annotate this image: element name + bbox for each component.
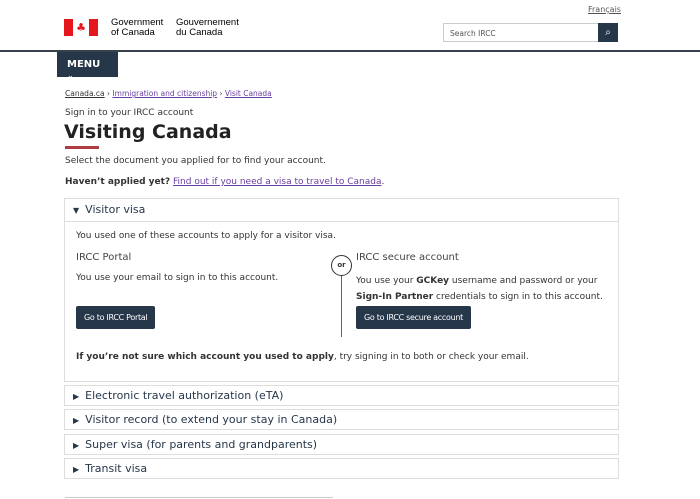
go-to-ircc-portal-button[interactable]: Go to IRCC Portal xyxy=(76,306,155,329)
search-icon: ⌕ xyxy=(605,27,611,38)
secure-account-heading: IRCC secure account xyxy=(356,252,459,263)
accordion-visitor-record[interactable]: ▶ Visitor record (to extend your stay in Canada) xyxy=(64,409,619,430)
menu-button[interactable] xyxy=(57,52,118,80)
page-title: Visiting Canada xyxy=(64,121,232,143)
accordion-header-visitor-visa[interactable]: ▼ Visitor visa xyxy=(65,199,618,222)
search-input[interactable]: Search IRCC xyxy=(443,23,599,42)
canada-flag-icon: ♣ xyxy=(64,19,98,36)
triangle-right-icon: ▶ xyxy=(73,416,80,425)
triangle-down-icon: ▼ xyxy=(73,206,80,215)
secure-account-description: You use your GCKey username and password or your Sign-In Partner credentials to sign in to this account. xyxy=(356,276,603,302)
breadcrumb: Canada.ca › Immigration and citizenship › Visit Canada xyxy=(65,89,272,98)
accordion-super-visa[interactable]: ▶ Super visa (for parents and grandparents) xyxy=(64,434,619,455)
breadcrumb-immigration[interactable]: Immigration and citizenship xyxy=(112,89,218,98)
breadcrumb-visit[interactable]: Visit Canada xyxy=(224,89,272,98)
triangle-right-icon: ▶ xyxy=(73,465,80,474)
triangle-right-icon: ▶ xyxy=(73,441,80,450)
visa-check-link[interactable]: Find out if you need a visa to travel to Canada xyxy=(173,177,382,187)
chevron-down-icon: ⌄ xyxy=(67,71,74,80)
intro-text: Select the document you applied for to find your account. xyxy=(65,156,326,166)
page-subtitle: Sign in to your IRCC account xyxy=(65,108,194,118)
accordion-eta[interactable]: ▶ Electronic travel authorization (eTA) xyxy=(64,385,619,406)
not-applied-text: Haven’t applied yet? Find out if you need a visa to travel to Canada. xyxy=(65,177,385,187)
account-note: If you’re not sure which account you used to apply, try signing in to both or check your email. xyxy=(76,352,529,362)
footer-divider xyxy=(65,497,333,498)
gov-wordmark-en: Government of Canada xyxy=(111,17,164,38)
title-underline xyxy=(65,146,99,149)
search-button[interactable] xyxy=(598,23,618,42)
triangle-right-icon: ▶ xyxy=(73,392,80,401)
language-toggle-link[interactable]: Français xyxy=(588,5,621,14)
menu-label: MENU xyxy=(67,59,101,70)
accordion-transit-visa[interactable]: ▶ Transit visa xyxy=(64,458,619,479)
accordion-visitor-visa xyxy=(64,198,619,382)
visitor-visa-intro: You used one of these accounts to apply for a visitor visa. xyxy=(76,231,336,241)
gov-wordmark-fr: Gouvernement du Canada xyxy=(176,17,239,38)
portal-description: You use your email to sign in to this account. xyxy=(76,273,279,283)
go-to-ircc-secure-account-button[interactable]: Go to IRCC secure account xyxy=(356,306,471,329)
breadcrumb-canada[interactable]: Canada.ca xyxy=(65,89,105,98)
or-badge: or xyxy=(331,255,352,276)
portal-heading: IRCC Portal xyxy=(76,252,132,263)
